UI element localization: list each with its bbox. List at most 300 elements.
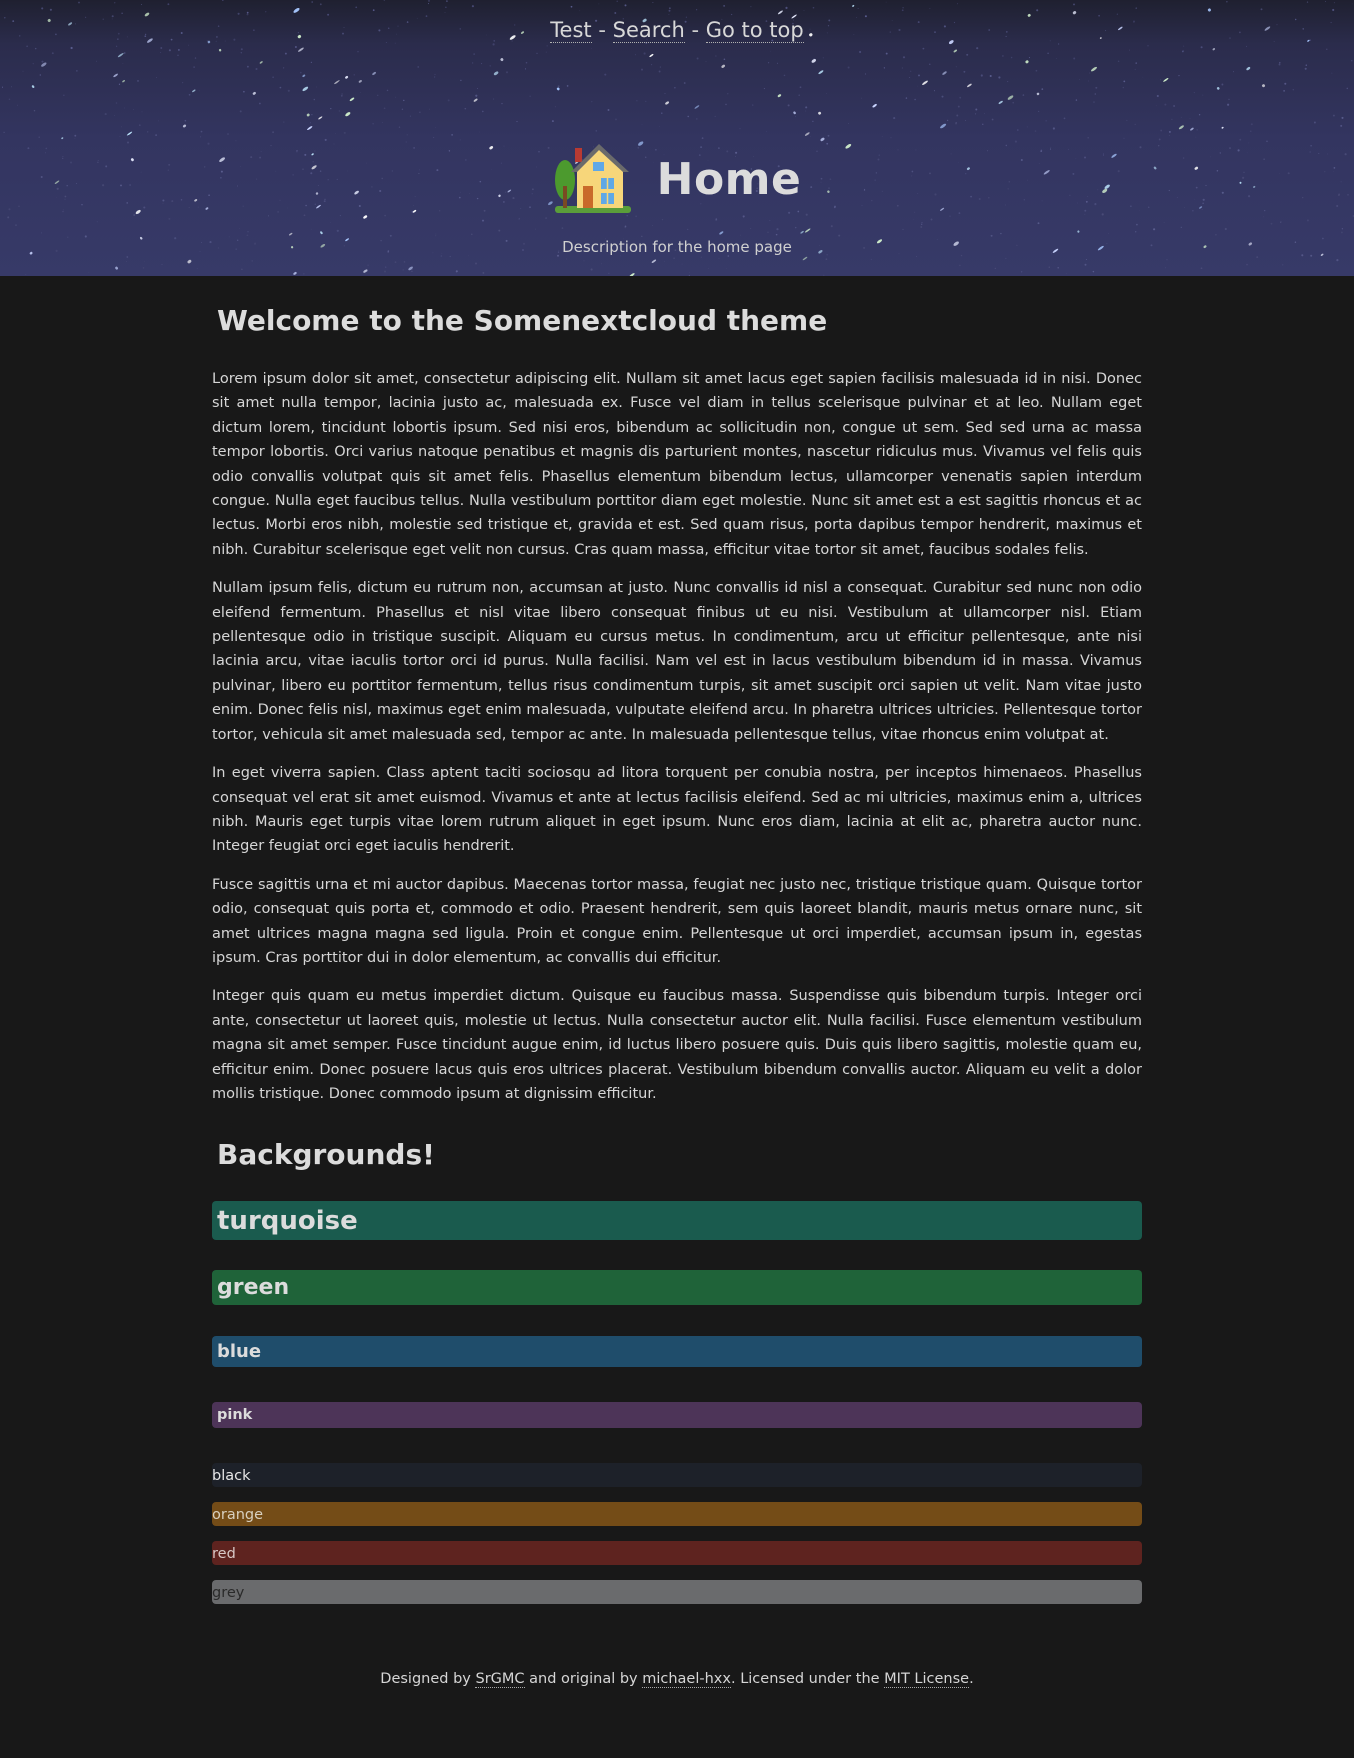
star-dot bbox=[701, 257, 702, 258]
star-dot bbox=[516, 121, 517, 122]
star-dot bbox=[295, 46, 297, 48]
star-streak bbox=[852, 5, 855, 8]
star-dot bbox=[311, 229, 312, 230]
footer-text: . Licensed under the bbox=[730, 1671, 880, 1687]
star-dot bbox=[474, 54, 475, 55]
star-dot bbox=[596, 130, 597, 131]
star-dot bbox=[126, 261, 127, 262]
star-dot bbox=[591, 48, 592, 49]
star-dot bbox=[124, 108, 125, 109]
star-streak bbox=[998, 100, 1003, 104]
star-dot bbox=[1123, 87, 1124, 88]
star-dot bbox=[1038, 222, 1040, 224]
star-dot bbox=[501, 103, 502, 104]
star-streak bbox=[293, 271, 297, 275]
star-dot bbox=[921, 224, 922, 225]
star-dot bbox=[1136, 224, 1138, 226]
main-content bbox=[212, 276, 1142, 1604]
star-dot bbox=[689, 272, 690, 273]
star-streak bbox=[1212, 48, 1215, 51]
star-dot bbox=[1005, 258, 1006, 259]
star-dot bbox=[727, 93, 728, 94]
footer-text: . bbox=[969, 1671, 974, 1687]
star-dot bbox=[126, 256, 128, 258]
star-dot bbox=[886, 2, 887, 3]
star-dot bbox=[23, 71, 24, 72]
star-dot bbox=[1118, 60, 1120, 62]
star-dot bbox=[1279, 64, 1281, 66]
star-dot bbox=[285, 53, 287, 55]
star-dot bbox=[1029, 57, 1030, 58]
star-streak bbox=[651, 259, 656, 264]
star-dot bbox=[320, 3, 322, 5]
star-dot bbox=[601, 263, 602, 264]
background-green: green bbox=[212, 1270, 1142, 1305]
star-dot bbox=[902, 9, 904, 11]
star-dot bbox=[52, 52, 54, 54]
star-streak bbox=[804, 228, 810, 233]
star-dot bbox=[1076, 99, 1077, 100]
star-streak bbox=[939, 123, 946, 129]
star-dot bbox=[1314, 122, 1316, 124]
star-dot bbox=[1332, 73, 1333, 74]
star-streak bbox=[1178, 125, 1184, 130]
star-streak bbox=[967, 83, 972, 88]
star-dot bbox=[158, 121, 159, 122]
star-dot bbox=[673, 257, 675, 259]
star-dot bbox=[652, 2, 653, 3]
designer-link[interactable]: SrGMC bbox=[475, 1671, 525, 1687]
star-dot bbox=[826, 93, 827, 94]
star-dot bbox=[417, 66, 418, 67]
star-dot bbox=[1164, 104, 1166, 106]
star-streak bbox=[182, 124, 186, 128]
star-dot bbox=[1201, 267, 1203, 269]
star-dot bbox=[965, 120, 966, 121]
star-dot bbox=[1202, 95, 1203, 96]
star-dot bbox=[750, 228, 751, 229]
star-dot bbox=[902, 68, 903, 69]
star-streak bbox=[345, 111, 352, 117]
star-dot bbox=[552, 120, 554, 122]
star-dot bbox=[482, 272, 484, 274]
star-dot bbox=[429, 109, 430, 110]
star-dot bbox=[1226, 1, 1227, 2]
star-dot bbox=[1165, 267, 1166, 268]
star-streak bbox=[719, 231, 724, 235]
star-dot bbox=[41, 61, 43, 63]
star-dot bbox=[316, 87, 317, 88]
star-dot bbox=[341, 93, 343, 95]
star-dot bbox=[584, 261, 585, 262]
star-dot bbox=[357, 51, 359, 53]
star-dot bbox=[1169, 135, 1170, 136]
star-dot bbox=[387, 90, 389, 92]
star-dot bbox=[251, 260, 252, 261]
star-dot bbox=[141, 4, 142, 5]
star-streak bbox=[1190, 127, 1194, 131]
star-dot bbox=[385, 266, 386, 267]
star-dot bbox=[182, 82, 183, 83]
star-dot bbox=[571, 6, 573, 8]
star-dot bbox=[435, 235, 436, 236]
star-dot bbox=[1066, 273, 1067, 274]
star-dot bbox=[377, 95, 378, 96]
star-dot bbox=[1011, 57, 1013, 59]
star-dot bbox=[956, 115, 958, 117]
page-description: Description for the home page bbox=[562, 238, 792, 256]
star-dot bbox=[50, 9, 52, 11]
star-dot bbox=[247, 66, 249, 68]
star-dot bbox=[1073, 58, 1075, 60]
star-dot bbox=[1246, 264, 1248, 266]
star-dot bbox=[525, 68, 526, 69]
star-dot bbox=[1098, 15, 1100, 17]
star-dot bbox=[41, 232, 42, 233]
star-dot bbox=[373, 9, 375, 11]
star-dot bbox=[1173, 105, 1175, 107]
star-dot bbox=[608, 109, 610, 111]
star-dot bbox=[272, 76, 274, 78]
star-dot bbox=[477, 88, 478, 89]
star-dot bbox=[1058, 43, 1059, 44]
star-dot bbox=[1280, 222, 1281, 223]
star-dot bbox=[777, 63, 778, 64]
star-dot bbox=[990, 75, 992, 77]
star-dot bbox=[804, 10, 805, 11]
star-dot bbox=[934, 90, 935, 91]
star-dot bbox=[335, 133, 336, 134]
star-dot bbox=[35, 48, 36, 49]
star-dot bbox=[687, 229, 688, 230]
star-streak bbox=[113, 73, 119, 78]
star-dot bbox=[33, 63, 34, 64]
star-dot bbox=[435, 74, 436, 75]
top-navigation bbox=[0, 18, 1354, 42]
license-link[interactable]: MIT License bbox=[884, 1671, 970, 1687]
star-dot bbox=[696, 9, 697, 10]
star-dot bbox=[1095, 93, 1097, 95]
star-streak bbox=[345, 75, 349, 79]
star-dot bbox=[465, 108, 467, 110]
star-dot bbox=[770, 51, 771, 52]
star-dot bbox=[669, 7, 671, 9]
star-dot bbox=[917, 86, 918, 87]
star-dot bbox=[958, 106, 960, 108]
body-paragraph: Nullam ipsum felis, dictum eu rutrum non, accumsan at justo. Nunc convallis id nisl a consequat. Curabitur sed nunc non odio eleifend fermentum. Phasellus et nisl vitae libero consequat finibus ut eu nisi. Vestibulum at ullamcorper nisl. Etiam pellentesque odio in tristique suscipit. Aliquam eu cursus metus. In condimentum, arcu ut efficitur pellentesque, ante nisi lacinia arcu, vitae iaculis tortor orci id purus. Nulla facilisi. Nam vel est in lacus vestibulum bibendum id in massa. Vivamus pulvinar, libero eu porttitor fermentum, tellus risus condimentum turpis, sit amet suscipit orci sapien ut velit. Nam vitae justo enim. Donec felis nisl, maximus eget enim malesuada, vulputate eleifend arcu. In pharetra ultrices ultricies. Pellentesque tortor tortor, vehicula sit amet malesuada sed, tempor ac ante. In malesuada pellentesque tellus, vitae rhoncus enim volutpat at. bbox=[212, 580, 1142, 743]
star-dot bbox=[975, 109, 977, 111]
star-streak bbox=[307, 126, 313, 131]
house-icon bbox=[553, 138, 635, 220]
star-streak bbox=[358, 79, 362, 83]
star-dot bbox=[708, 268, 709, 269]
star-dot bbox=[283, 121, 284, 122]
star-streak bbox=[665, 101, 670, 105]
original-author-link[interactable]: michael-hxx bbox=[642, 1671, 731, 1687]
star-dot bbox=[893, 117, 895, 119]
star-dot bbox=[1305, 68, 1307, 70]
star-dot bbox=[1135, 69, 1136, 70]
star-dot bbox=[265, 11, 266, 12]
star-dot bbox=[1007, 81, 1008, 82]
star-dot bbox=[78, 2, 80, 4]
star-dot bbox=[481, 63, 482, 64]
star-dot bbox=[1085, 264, 1087, 266]
nav-link-search[interactable]: Search bbox=[612, 18, 685, 42]
star-dot bbox=[384, 270, 386, 272]
star-dot bbox=[947, 120, 948, 121]
footer-text: and original by bbox=[529, 1671, 638, 1687]
star-streak bbox=[500, 58, 504, 62]
star-streak bbox=[1027, 13, 1031, 17]
welcome-heading: Welcome to the Somenextcloud theme bbox=[217, 304, 828, 337]
star-dot bbox=[255, 68, 257, 70]
body-paragraph: Integer quis quam eu metus imperdiet dictum. Quisque eu faucibus massa. Suspendisse quis bibendum turpis. Integer orci ante, consectetur ut laoreet quis, molestie ut lectus. Nulla consectetur auctor elit. Nulla facilisi. Fusce elementum vestibulum magna sit amet semper. Fusce tincidunt augue enim, id luctus libero posuere quis. Duis quis libero sagittis, molestie quam eu, efficitur enim. Donec posuere lacus quis eros ultrices placerat. Vestibulum bibendum convallis auctor. Aliquam eu velit a dolor mollis tristique. Donec commodo ipsum at dignissim efficitur. bbox=[212, 988, 1142, 1102]
star-dot bbox=[112, 15, 114, 17]
star-dot bbox=[1021, 271, 1022, 272]
star-dot bbox=[493, 99, 494, 100]
background-turquoise: turquoise bbox=[212, 1201, 1142, 1240]
star-dot bbox=[642, 124, 643, 125]
star-dot bbox=[929, 8, 930, 9]
star-dot bbox=[555, 106, 556, 107]
star-dot bbox=[193, 66, 194, 67]
star-dot bbox=[382, 122, 383, 123]
star-dot bbox=[339, 110, 340, 111]
star-dot bbox=[4, 132, 5, 133]
star-dot bbox=[800, 86, 802, 88]
star-dot bbox=[435, 127, 436, 128]
star-dot bbox=[859, 51, 861, 53]
star-dot bbox=[76, 70, 77, 71]
star-streak bbox=[556, 87, 560, 91]
star-dot bbox=[121, 13, 122, 14]
star-streak bbox=[793, 111, 797, 115]
star-dot bbox=[1153, 228, 1155, 230]
star-dot bbox=[574, 45, 575, 46]
star-streak bbox=[802, 256, 807, 260]
star-dot bbox=[1073, 3, 1075, 5]
star-dot bbox=[310, 122, 311, 123]
star-dot bbox=[902, 7, 903, 8]
star-dot bbox=[1049, 266, 1051, 268]
star-dot bbox=[644, 52, 646, 54]
star-dot bbox=[330, 222, 331, 223]
star-dot bbox=[1342, 228, 1343, 229]
star-dot bbox=[1181, 227, 1182, 228]
star-dot bbox=[451, 134, 453, 136]
star-dot bbox=[300, 72, 302, 74]
star-streak bbox=[1221, 126, 1224, 129]
star-dot bbox=[942, 96, 944, 98]
star-dot bbox=[139, 124, 141, 126]
star-dot bbox=[838, 235, 840, 237]
star-dot bbox=[280, 87, 282, 89]
star-dot bbox=[384, 108, 386, 110]
star-dot bbox=[395, 43, 396, 44]
star-dot bbox=[311, 62, 312, 63]
star-streak bbox=[1007, 95, 1014, 101]
star-dot bbox=[1347, 88, 1349, 90]
star-dot bbox=[1215, 234, 1217, 236]
star-dot bbox=[498, 230, 500, 232]
star-dot bbox=[428, 0, 430, 2]
star-dot bbox=[411, 271, 413, 273]
star-dot bbox=[1225, 228, 1227, 230]
star-dot bbox=[902, 229, 903, 230]
star-dot bbox=[402, 109, 403, 110]
nav-link-test[interactable]: Test bbox=[550, 18, 592, 42]
star-dot bbox=[579, 10, 580, 11]
star-streak bbox=[818, 70, 824, 75]
star-dot bbox=[848, 123, 849, 124]
star-dot bbox=[740, 128, 741, 129]
star-dot bbox=[1326, 49, 1327, 50]
star-dot bbox=[1227, 104, 1229, 106]
star-dot bbox=[475, 263, 477, 265]
star-dot bbox=[247, 231, 248, 232]
star-dot bbox=[399, 126, 400, 127]
star-dot bbox=[669, 10, 671, 12]
star-dot bbox=[956, 66, 957, 67]
star-dot bbox=[119, 84, 120, 85]
star-dot bbox=[1002, 55, 1003, 56]
star-dot bbox=[1156, 105, 1157, 106]
star-dot bbox=[752, 105, 753, 106]
star-dot bbox=[428, 3, 429, 4]
star-dot bbox=[625, 226, 627, 228]
star-dot bbox=[1000, 233, 1001, 234]
star-streak bbox=[187, 259, 192, 264]
star-dot bbox=[668, 14, 669, 15]
star-dot bbox=[740, 235, 741, 236]
star-streak bbox=[942, 71, 947, 76]
star-dot bbox=[1136, 8, 1137, 9]
star-dot bbox=[682, 264, 683, 265]
page-title: Home bbox=[656, 153, 802, 205]
star-dot bbox=[805, 106, 807, 108]
star-dot bbox=[482, 111, 484, 113]
star-dot bbox=[882, 136, 883, 137]
star-dot bbox=[764, 88, 765, 89]
star-dot bbox=[826, 258, 828, 260]
star-dot bbox=[15, 224, 17, 226]
star-dot bbox=[1012, 102, 1014, 104]
star-dot bbox=[798, 94, 800, 96]
star-streak bbox=[192, 89, 196, 93]
star-dot bbox=[160, 52, 161, 53]
star-dot bbox=[188, 45, 189, 46]
star-dot bbox=[1093, 271, 1094, 272]
star-dot bbox=[995, 268, 996, 269]
star-dot bbox=[1036, 9, 1038, 11]
star-streak bbox=[259, 61, 263, 64]
star-dot bbox=[871, 259, 872, 260]
page-footer bbox=[0, 1671, 1354, 1687]
star-dot bbox=[562, 227, 564, 229]
star-dot bbox=[920, 226, 922, 228]
star-dot bbox=[1157, 95, 1159, 97]
star-dot bbox=[1117, 14, 1118, 15]
star-dot bbox=[535, 229, 536, 230]
star-dot bbox=[1135, 231, 1136, 232]
star-dot bbox=[1181, 117, 1182, 118]
body-paragraph: Lorem ipsum dolor sit amet, consectetur adipiscing elit. Nullam sit amet lacus eget sapien facilisis malesuada id in nisi. Donec sit amet nulla tempor, lacinia justo ac, malesuada ex. Fusce vel diam in tellus scelerisque pulvinar et at leo. Nullam eget dictum lorem, tincidunt lobortis ipsum. Sed nisi eros, bibendum ac sollicitudin non, congue ut sem. Sed sed urna ac massa tempor lobortis. Orci varius natoque penatibus et magnis dis parturient montes, nascetur ridiculus mus. Vivamus vel felis quis odio convallis volutpat quis sit amet felis. Phasellus elementum bibendum lectus, ullamcorper venenatis sapien interdum congue. Nulla eget faucibus tellus. Nulla vestibulum porttitor diam eget molestie. Nunc sit amet est a est sagittis rhoncus et ac lectus. Morbi eros nibh, molestie sed tristique et, gravida et est. Sed quam risus, porta dapibus tempor hendrerit, maximus et nibh. Curabitur scelerisque eget velit non cursus. Cras quam massa, efficitur vitae tortor sit amet, faucibus sodales felis. bbox=[212, 371, 1142, 558]
star-dot bbox=[222, 0, 224, 1]
star-dot bbox=[1283, 90, 1285, 92]
star-dot bbox=[1164, 222, 1165, 223]
star-dot bbox=[243, 91, 245, 93]
star-dot bbox=[909, 77, 910, 78]
star-dot bbox=[1038, 111, 1039, 112]
star-dot bbox=[1027, 126, 1028, 127]
star-streak bbox=[122, 80, 126, 83]
star-streak bbox=[777, 94, 781, 98]
star-dot bbox=[446, 0, 448, 2]
star-dot bbox=[1057, 267, 1059, 269]
star-dot bbox=[96, 61, 97, 62]
star-dot bbox=[1135, 62, 1136, 63]
star-dot bbox=[162, 264, 163, 265]
star-dot bbox=[684, 82, 686, 84]
star-dot bbox=[651, 64, 652, 65]
star-dot bbox=[982, 124, 983, 125]
star-dot bbox=[40, 74, 41, 75]
star-dot bbox=[975, 113, 976, 114]
star-dot bbox=[288, 90, 290, 92]
star-dot bbox=[471, 234, 473, 236]
star-dot bbox=[41, 7, 43, 9]
star-dot bbox=[1108, 233, 1109, 234]
star-dot bbox=[360, 92, 361, 93]
star-dot bbox=[402, 269, 403, 270]
star-dot bbox=[984, 113, 985, 114]
star-dot bbox=[1233, 71, 1234, 72]
star-dot bbox=[460, 80, 461, 81]
star-streak bbox=[1077, 230, 1080, 233]
star-dot bbox=[848, 67, 850, 69]
star-dot bbox=[156, 77, 157, 78]
star-dot bbox=[636, 100, 637, 101]
star-dot bbox=[239, 228, 240, 229]
nav-link-go-to-top[interactable]: Go to top bbox=[705, 18, 804, 42]
star-dot bbox=[395, 97, 396, 98]
star-dot bbox=[177, 55, 178, 56]
star-streak bbox=[1163, 77, 1169, 82]
star-dot bbox=[412, 269, 413, 270]
star-dot bbox=[724, 58, 726, 60]
star-dot bbox=[344, 132, 346, 134]
star-dot bbox=[659, 71, 661, 73]
star-streak bbox=[302, 86, 309, 92]
star-dot bbox=[768, 62, 769, 63]
star-dot bbox=[1047, 53, 1049, 55]
star-dot bbox=[645, 101, 646, 102]
star-dot bbox=[981, 74, 983, 76]
star-streak bbox=[252, 91, 256, 95]
star-dot bbox=[355, 6, 357, 8]
star-dot bbox=[831, 225, 833, 227]
star-dot bbox=[490, 65, 491, 66]
star-streak bbox=[289, 232, 293, 236]
star-dot bbox=[785, 7, 787, 9]
star-dot bbox=[828, 135, 830, 137]
star-dot bbox=[311, 114, 312, 115]
star-dot bbox=[1046, 120, 1047, 121]
star-dot bbox=[1282, 264, 1283, 265]
star-dot bbox=[1160, 130, 1162, 132]
star-dot bbox=[664, 261, 665, 262]
